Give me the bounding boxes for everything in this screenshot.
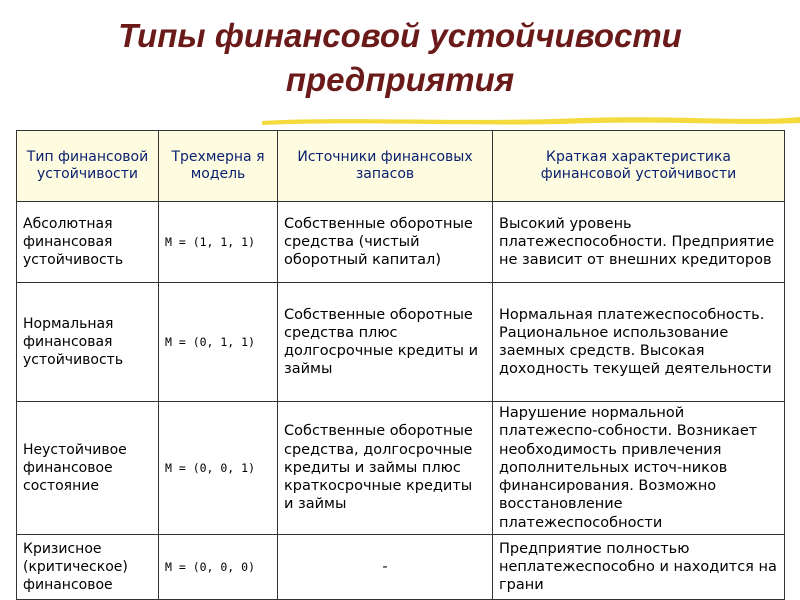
header-description: Краткая характеристика финансовой устойчивости — [493, 131, 785, 202]
stability-types-table — [16, 130, 785, 600]
cell-sources: - — [278, 535, 493, 600]
cell-sources: Собственные оборотные средства (чистый оборотный капитал) — [278, 202, 493, 283]
slide-title-line-1: Типы финансовой устойчивости — [118, 17, 682, 54]
slide-title-line-2: предприятия — [285, 61, 515, 98]
cell-model: M = (0, 1, 1) — [159, 283, 278, 402]
cell-model: M = (1, 1, 1) — [159, 202, 278, 283]
cell-type: Неустойчивое финансовое состояние — [17, 402, 159, 535]
table-row — [17, 402, 785, 535]
cell-description: Высокий уровень платежеспособности. Предприятие не зависит от внешних кредиторов — [493, 202, 785, 283]
cell-description: Нарушение нормальной платежеспо-собности. Возникает необходимость привлечения дополнительных источ-ников финансирования. Возможно восстановление платежеспособности — [493, 402, 785, 535]
cell-type: Нормальная финансовая устойчивость — [17, 283, 159, 402]
cell-type: Кризисное (критическое) финансовое — [17, 535, 159, 600]
table-header-row — [17, 131, 785, 202]
cell-model: M = (0, 0, 1) — [159, 402, 278, 535]
cell-description: Нормальная платежеспособность. Рациональное использование заемных средств. Высокая доходность текущей деятельности — [493, 283, 785, 402]
cell-sources: Собственные оборотные средства плюс долгосрочные кредиты и займы — [278, 283, 493, 402]
cell-description: Предприятие полностью неплатежеспособно и находится на грани — [493, 535, 785, 600]
cell-sources: Собственные оборотные средства, долгосрочные кредиты и займы плюс краткосрочные кредиты и займы — [278, 402, 493, 535]
table-row — [17, 202, 785, 283]
slide-title — [0, 14, 800, 102]
table-row — [17, 283, 785, 402]
header-sources: Источники финансовых запасов — [278, 131, 493, 202]
table-row — [17, 535, 785, 600]
cell-type: Абсолютная финансовая устойчивость — [17, 202, 159, 283]
cell-model: M = (0, 0, 0) — [159, 535, 278, 600]
header-type: Тип финансовой устойчивости — [17, 131, 159, 202]
header-model: Трехмерна я модель — [159, 131, 278, 202]
highlighter-stroke — [262, 114, 800, 126]
